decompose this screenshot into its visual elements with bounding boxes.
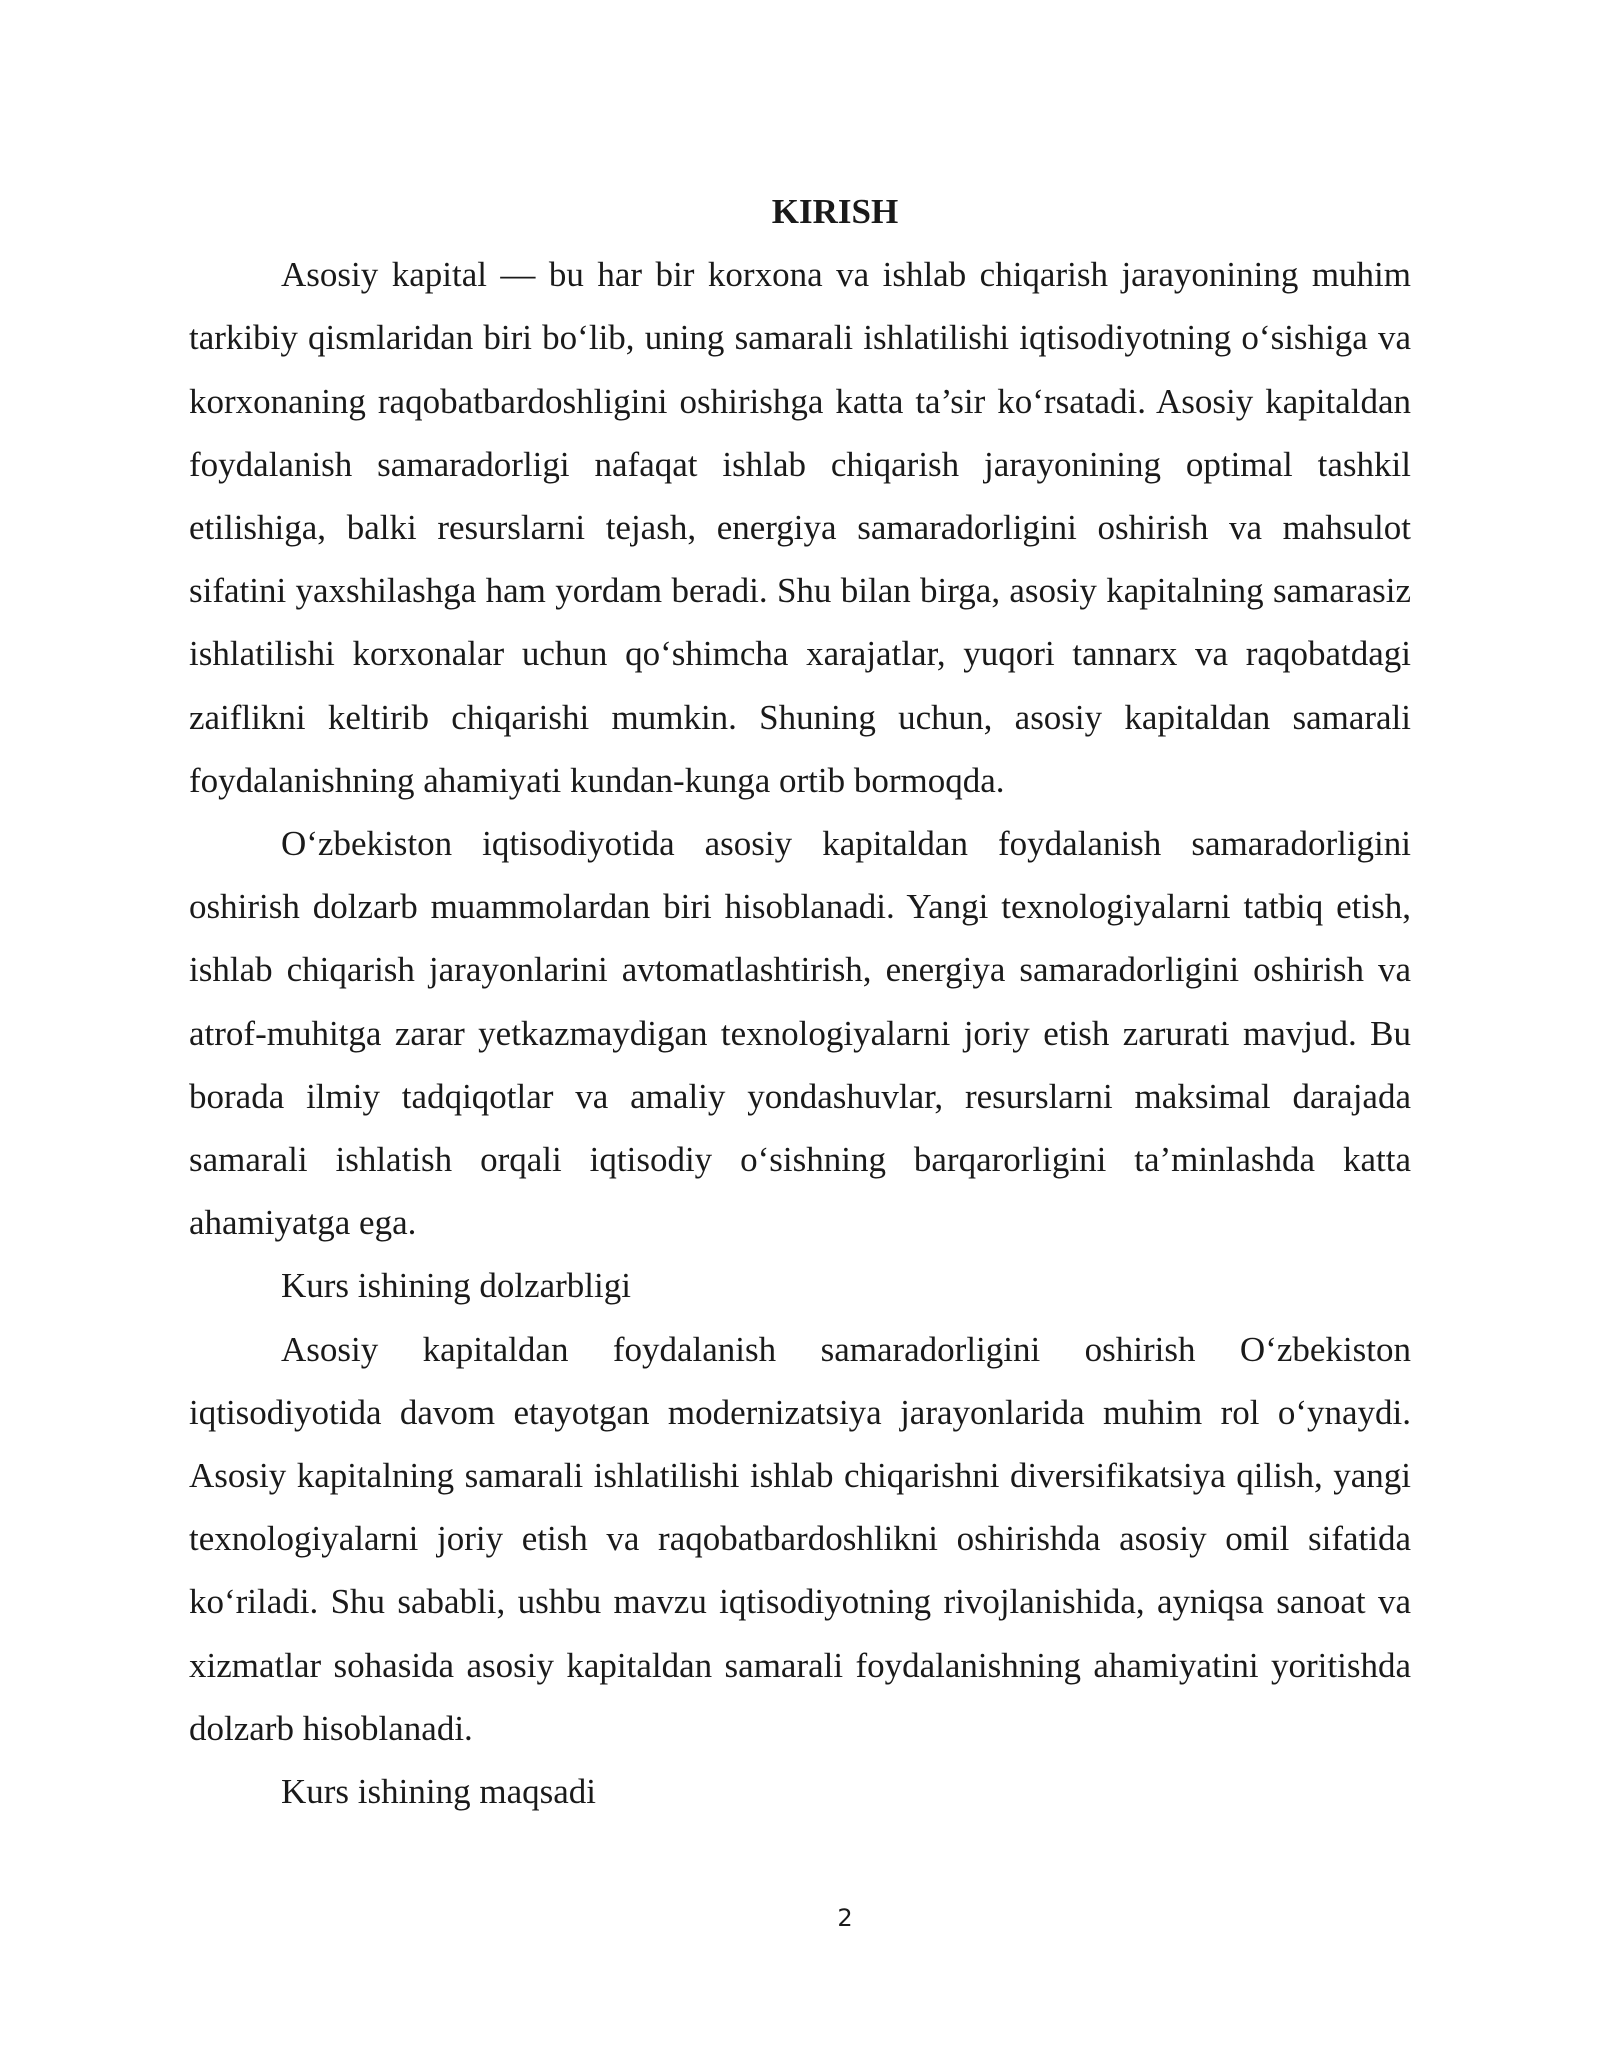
page-body [189,180,1411,1823]
relevance-heading: Kurs ishining dolzarbligi [281,1266,631,1306]
intro-paragraph-2: O‘zbekiston iqtisodiyotida asosiy kapitaldan foydalanish samaradorligini oshirish dolzarb muammolardan biri hisoblanadi. Yangi texnologiyalarni tatbiq etish, ishlab chiqarish jarayonlarini avtomatlashtirish, energiya samaradorligini oshirish va atrof-muhitga zarar yetkazmaydigan texnologiyalarni joriy etish zarurati mavjud. Bu borada ilmiy tadqiqotlar va amaliy yondashuvlar, resurslarni maksimal darajada samarali ishlatish orqali iqtisodiy o‘sishning barqarorligini ta’minlashda katta ahamiyatga ega. [189,824,1411,1243]
relevance-paragraph: Asosiy kapitaldan foydalanish samaradorligini oshirish O‘zbekiston iqtisodiyotida davom etayotgan modernizatsiya jarayonlarida muhim rol o‘ynaydi. Asosiy kapitalning samarali ishlatilishi ishlab chiqarishni diversifikatsiya qilish, yangi texnologiyalarni joriy etish va raqobatbardoshlikni oshirishda asosiy omil sifatida ko‘riladi. Shu sababli, ushbu mavzu iqtisodiyotning rivojlanishida, ayniqsa sanoat va xizmatlar sohasida asosiy kapitaldan samarali foydalanishning ahamiyatini yoritishda dolzarb hisoblanadi. [189,1329,1411,1748]
page-title: KIRISH [771,192,899,231]
page-number: 2 [837,1904,853,1932]
goal-heading: Kurs ishining maqsadi [281,1772,596,1812]
intro-paragraph-1: Asosiy kapital — bu har bir korxona va ishlab chiqarish jarayonining muhim tarkibiy qismlaridan biri bo‘lib, uning samarali ishlatilishi iqtisodiyotning o‘sishiga va korxonaning raqobatbardoshligini oshirishga katta ta’sir ko‘rsatadi. Asosiy kapitaldan foydalanish samaradorligi nafaqat ishlab chiqarish jarayonining optimal tashkil etilishiga, balki resurslarni tejash, energiya samaradorligini oshirish va mahsulot sifatini yaxshilashga ham yordam beradi. Shu bilan birga, asosiy kapitalning samarasiz ishlatilishi korxonalar uchun qo‘shimcha xarajatlar, yuqori tannarx va raqobatdagi zaiflikni keltirib chiqarishi mumkin. Shuning uchun, asosiy kapitaldan samarali foydalanishning ahamiyati kundan-kunga ortib bormoqda. [189,255,1411,800]
